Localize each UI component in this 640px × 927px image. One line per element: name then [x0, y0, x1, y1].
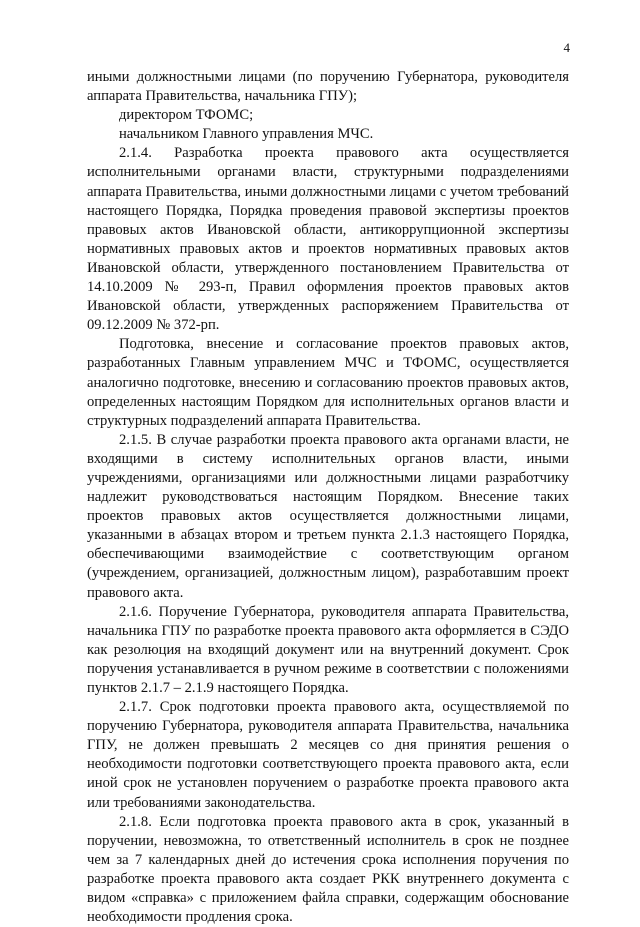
paragraph-2-1-6: 2.1.6. Поручение Губернатора, руководителя аппарата Правительства, начальника ГПУ по разработке проекта правового акта оформляется в СЭДО как резолюция на входящий документ или на внутренний документ. Срок поручения устанавливается в ручном режиме в соответствии с положениями пунктов 2.1.7 – 2.1.9 настоящего Порядка. [87, 603, 569, 696]
page-number: 4 [563, 40, 570, 55]
paragraph-list-item-tfoms: директором ТФОМС; [119, 107, 254, 124]
paragraph-list-item-mchs: начальником Главного управления МЧС. [119, 126, 374, 143]
paragraph-mchs-tfoms-projects: Подготовка, внесение и согласование проектов правовых актов, разработанных Главным управлением МЧС и ТФОМС, осуществляется аналогично подготовке, внесению и согласованию проектов правовых актов, определенных настоящим Порядком для исполнительных органов власти и структурных подразделений аппарата Правительства. [87, 336, 569, 429]
document-body [87, 68, 569, 927]
paragraph-2-1-4: 2.1.4. Разработка проекта правового акта осуществляется исполнительными органами власти, структурными подразделениями аппарата Правительства, иными должностными лицами с учетом требований настоящего Порядка, Порядка проведения правовой экспертизы проектов правовых актов Ивановской области, антикоррупционной экспертизы нормативных правовых актов и проектов нормативных правовых актов Ивановской области, утвержденного постановлением Правительства от 14.10.2009 № 293-п, Правил оформления проектов правовых актов Ивановской области, утвержденных распоряжением Правительства от 09.12.2009 № 372-рп. [87, 145, 569, 334]
paragraph-2-1-5: 2.1.5. В случае разработки проекта правового акта органами власти, не входящими в систему исполнительных органов власти, иными учреждениями, организациями или должностными лицами разработчику надлежит руководствоваться настоящим Порядком. Внесение таких проектов правовых актов осуществляется должностными лицами, указанными в абзацах втором и третьем пункта 2.1.3 настоящего Порядка, обеспечивающими взаимодействие с соответствующим органом (учреждением, организацией, должностным лицом), разработавшим проект правового акта. [87, 431, 569, 601]
paragraph-2-1-7: 2.1.7. Срок подготовки проекта правового акта, осуществляемой по поручению Губернатора, руководителя аппарата Правительства, начальника ГПУ, не должен превышать 2 месяцев со дня принятия решения о необходимости подготовки соответствующего проекта правового акта, если иной срок не установлен поручением о разработке проекта правового акта или требованиями законодательства. [87, 699, 569, 811]
paragraph-continuation: иными должностными лицами (по поручению Губернатора, руководителя аппарата Правительства, начальника ГПУ); [87, 69, 569, 105]
paragraph-2-1-8: 2.1.8. Если подготовка проекта правового акта в срок, указанный в поручении, невозможна, то ответственный исполнитель в срок не позднее чем за 7 календарных дней до истечения срока исполнения поручения по разработке проекта правового акта создает РКК внутреннего документа с видом «справка» с приложением файла справки, содержащим обоснование необходимости продления срока. [87, 813, 569, 926]
